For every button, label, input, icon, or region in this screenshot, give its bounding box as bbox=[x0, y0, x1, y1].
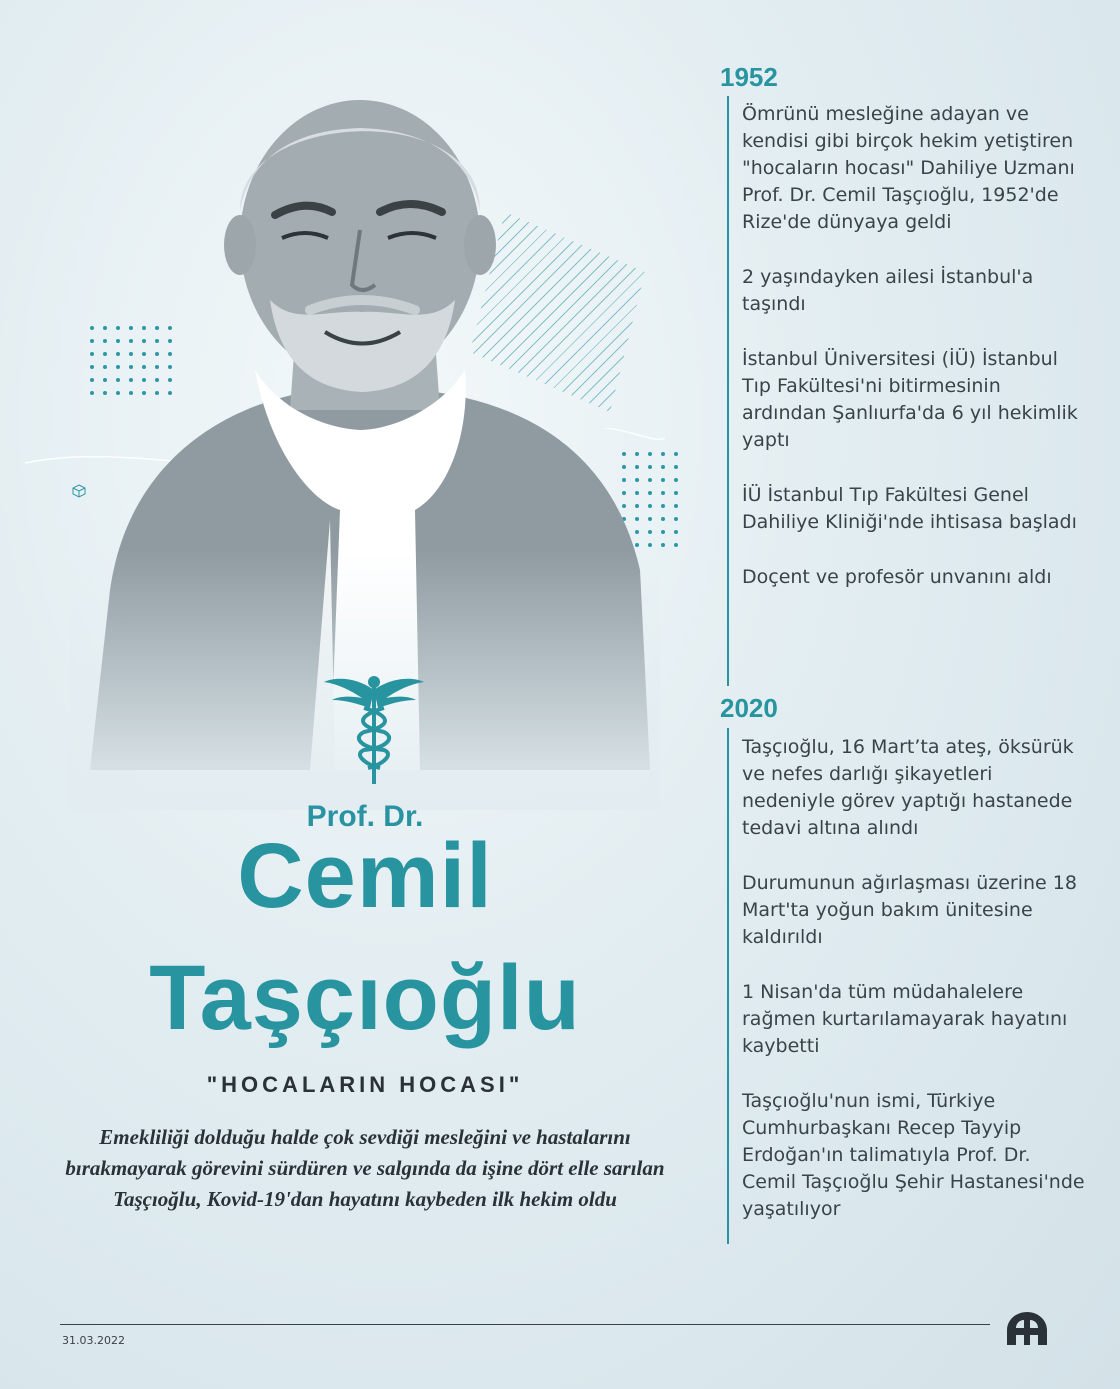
timeline-list-2020 bbox=[742, 734, 1087, 1251]
timeline-item: İÜ İstanbul Tıp Fakültesi Genel Dahiliye Kliniği'nde ihtisasa başladı bbox=[742, 484, 1077, 533]
timeline-list-1952 bbox=[742, 101, 1087, 619]
title-first-name: Cemil bbox=[237, 825, 493, 927]
timeline-item: İstanbul Üniversitesi (İÜ) İstanbul Tıp Fakültesi'ni bitirmesinin ardından Şanlıurfa'da 6 yıl hekimlik yaptı bbox=[742, 348, 1078, 451]
footer-date: 31.03.2022 bbox=[62, 1334, 125, 1347]
aa-logo-icon bbox=[1004, 1309, 1050, 1347]
timeline-item: Ömrünü mesleğine adayan ve kendisi gibi birçok hekim yetiştiren "hocaların hocası" Dahiliye Uzmanı Prof. Dr. Cemil Taşçıoğlu, 1952'de Rize'de dünyaya geldi bbox=[742, 103, 1075, 233]
timeline-item: 1 Nisan'da tüm müdahalelere rağmen kurtarılamayarak hayatını kaybetti bbox=[742, 981, 1068, 1057]
timeline-item: Taşçıoğlu, 16 Mart’ta ateş, öksürük ve nefes darlığı şikayetleri nedeniyle görev yaptığı hastanede tedavi altına alındı bbox=[742, 736, 1074, 839]
description-text: Emekliliği dolduğu halde çok sevdiği mesleğini ve hastalarını bırakmayarak görevini sürdüren ve salgında da işine dört elle sarılan Taşçıoğlu, Kovid-19'dan hayatını kaybeden ilk hekim oldu bbox=[65, 1125, 665, 1211]
timeline-item: Taşçıoğlu'nun ismi, Türkiye Cumhurbaşkanı Recep Tayyip Erdoğan'ın talimatıyla Prof. Dr. Cemil Taşçıoğlu Şehir Hastanesi'nde yaşatılıyor bbox=[742, 1090, 1085, 1220]
nickname-quote: "HOCALARIN HOCASI" bbox=[206, 1072, 524, 1097]
timeline-year-1952: 1952 bbox=[720, 62, 778, 92]
timeline-year-2020: 2020 bbox=[720, 693, 778, 723]
timeline-item: 2 yaşındayken ailesi İstanbul'a taşındı bbox=[742, 266, 1034, 315]
footer-divider bbox=[60, 1324, 990, 1325]
title-last-name: Taşçıoğlu bbox=[149, 947, 581, 1049]
timeline-line bbox=[727, 728, 729, 1244]
timeline-item: Doçent ve profesör unvanını aldı bbox=[742, 566, 1052, 588]
title-prefix: Prof. Dr. bbox=[306, 800, 424, 833]
caduceus-icon bbox=[322, 668, 426, 786]
timeline-item: Durumunun ağırlaşması üzerine 18 Mart'ta yoğun bakım ünitesine kaldırıldı bbox=[742, 872, 1077, 948]
timeline-line bbox=[727, 96, 729, 686]
